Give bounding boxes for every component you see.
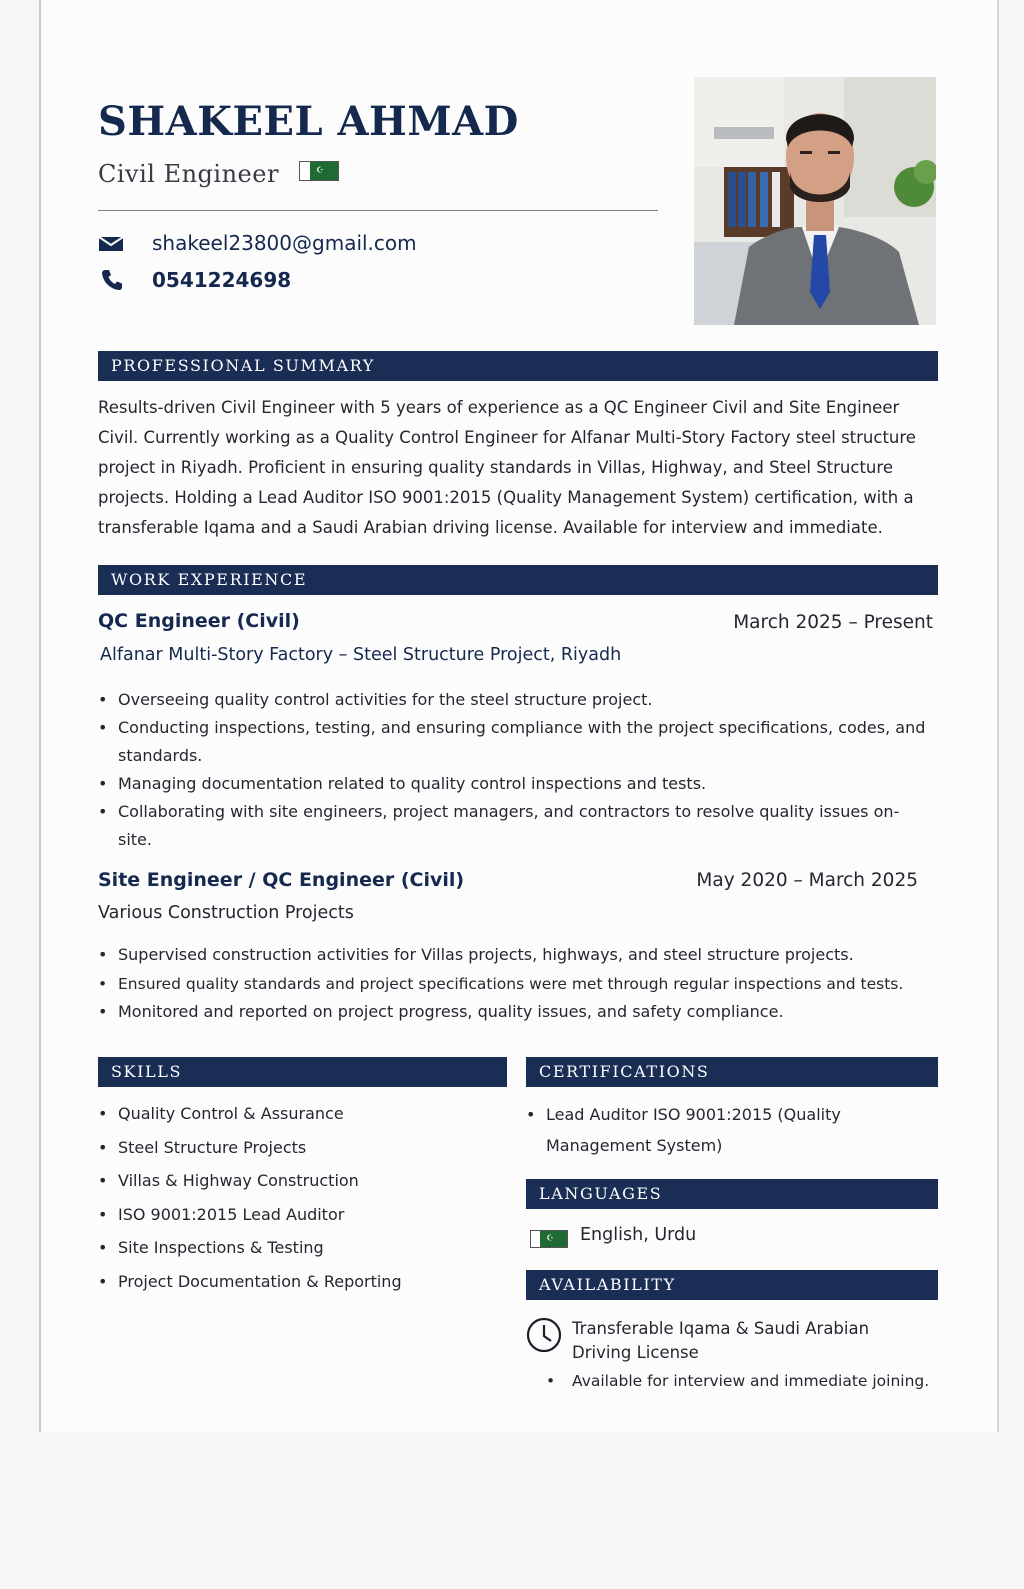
profile-photo xyxy=(694,77,936,325)
job1-bullets xyxy=(98,686,933,854)
header-divider xyxy=(98,210,658,211)
list-item: • Conducting inspections, testing, and ensuring compliance with the project specifications, codes, and standards. xyxy=(98,714,933,770)
phone-icon xyxy=(100,268,126,294)
job-title-text: Civil Engineer xyxy=(98,160,279,188)
candidate-name: SHAKEEL AHMAD xyxy=(98,98,519,145)
phone-number[interactable]: 0541224698 xyxy=(152,268,292,292)
list-item: • ISO 9001:2015 Lead Auditor xyxy=(98,1198,503,1232)
languages-text: English, Urdu xyxy=(580,1225,697,1245)
list-item: • Ensured quality standards and project specifications were met through regular inspections and tests. xyxy=(98,970,933,999)
pakistan-flag-icon: ☪ xyxy=(299,161,339,181)
list-item: • Collaborating with site engineers, project managers, and contractors to resolve quality issues on-site. xyxy=(98,798,933,854)
certifications-heading: CERTIFICATIONS xyxy=(526,1057,938,1087)
availability-heading: AVAILABILITY xyxy=(526,1270,938,1300)
job1-title: QC Engineer (Civil) xyxy=(98,610,300,632)
job2-bullets xyxy=(98,941,933,1027)
list-item: • Overseeing quality control activities for the steel structure project. xyxy=(98,686,933,714)
list-item: • Quality Control & Assurance xyxy=(98,1097,503,1131)
summary-text: Results-driven Civil Engineer with 5 years of experience as a QC Engineer Civil and Site Engineer Civil. Currently working as a Quality Control Engineer for Alfanar Multi-Story Factory steel structure project in Riyadh. Proficient in ensuring quality standards in Villas, Highway, and Steel Structure projects. Holding a Lead Auditor ISO 9001:2015 (Quality Management System) certification, with a transferable Iqama and a Saudi Arabian driving license. Available for interview and immediate. xyxy=(98,398,916,537)
list-item: • Available for interview and immediate joining. xyxy=(546,1369,936,1393)
list-item: • Villas & Highway Construction xyxy=(98,1164,503,1198)
list-item: • Monitored and reported on project progress, quality issues, and safety compliance. xyxy=(98,998,933,1027)
certifications-list xyxy=(526,1099,866,1161)
job-title xyxy=(98,160,339,188)
list-item: • Supervised construction activities for Villas projects, highways, and steel structure projects. xyxy=(98,941,933,970)
clock-icon xyxy=(526,1317,562,1353)
job2-title: Site Engineer / QC Engineer (Civil) xyxy=(98,869,465,891)
pakistan-flag-icon: ☪ xyxy=(530,1230,568,1248)
list-item: • Lead Auditor ISO 9001:2015 (Quality Management System) xyxy=(526,1099,866,1161)
list-item: • Managing documentation related to quality control inspections and tests. xyxy=(98,770,933,798)
summary-heading: PROFESSIONAL SUMMARY xyxy=(98,351,938,381)
email-link[interactable]: shakeel23800@gmail.com xyxy=(152,231,417,255)
job1-company: Alfanar Multi-Story Factory – Steel Structure Project, Riyadh xyxy=(100,645,622,665)
skills-heading: SKILLS xyxy=(98,1057,507,1087)
skills-list xyxy=(98,1097,503,1298)
list-item: • Steel Structure Projects xyxy=(98,1131,503,1165)
envelope-icon xyxy=(98,233,124,259)
experience-heading: WORK EXPERIENCE xyxy=(98,565,938,595)
languages-heading: LANGUAGES xyxy=(526,1179,938,1209)
availability-list xyxy=(546,1369,936,1393)
list-item: • Project Documentation & Reporting xyxy=(98,1265,503,1299)
job1-date: March 2025 – Present xyxy=(733,612,933,633)
job2-company: Various Construction Projects xyxy=(98,903,354,923)
availability-line1: Transferable Iqama & Saudi Arabian Driving License xyxy=(572,1319,870,1362)
list-item: • Site Inspections & Testing xyxy=(98,1231,503,1265)
job2-date: May 2020 – March 2025 xyxy=(696,870,918,891)
